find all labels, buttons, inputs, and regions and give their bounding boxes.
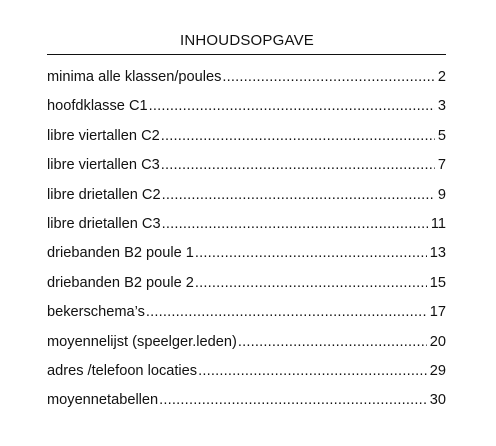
dot-leader [161, 151, 435, 180]
entry-page-number: 13 [429, 245, 446, 262]
entry-label: driebanden B2 poule 1 [47, 245, 194, 262]
entry-label: libre drietallen C3 [47, 215, 161, 232]
entry-page-number: 15 [429, 274, 446, 291]
table-of-contents [47, 63, 446, 416]
dot-leader [238, 328, 427, 357]
entry-page-number: 7 [437, 157, 446, 174]
entry-page-number: 11 [430, 215, 446, 232]
dot-leader [222, 63, 434, 92]
entry-page-number: 2 [437, 69, 446, 85]
dot-leader [198, 357, 427, 386]
toc-entry[interactable] [47, 298, 446, 327]
entry-label: bekerschema’s [47, 304, 145, 321]
toc-entry[interactable] [47, 92, 446, 121]
toc-entry[interactable] [47, 63, 446, 92]
toc-entry[interactable] [47, 357, 446, 386]
entry-label: adres /telefoon locaties [47, 362, 198, 379]
toc-title: INHOUDSOPGAVE [179, 32, 314, 49]
toc-entry[interactable] [47, 269, 446, 298]
toc-entry[interactable] [47, 210, 446, 239]
toc-entry[interactable] [47, 239, 446, 268]
toc-entry[interactable] [47, 122, 446, 151]
entry-label: moyennelijst (speelger.leden) [47, 333, 237, 350]
dot-leader [162, 181, 435, 210]
entry-label: hoofdklasse C1 [47, 98, 148, 115]
dot-leader [162, 210, 428, 239]
entry-label: libre drietallen C2 [47, 186, 161, 203]
dot-leader [146, 298, 427, 327]
toc-entry[interactable] [47, 151, 446, 180]
entry-label: moyennetabellen [47, 392, 159, 409]
entry-label: libre viertallen C3 [47, 157, 160, 174]
entry-page-number: 9 [437, 186, 446, 203]
title-underline [47, 54, 446, 55]
entry-page-number: 5 [437, 127, 446, 144]
toc-entry[interactable] [47, 386, 446, 415]
dot-leader [195, 239, 427, 268]
entry-label: libre viertallen C2 [47, 127, 160, 144]
entry-page-number: 30 [429, 392, 446, 409]
entry-label: driebanden B2 poule 2 [47, 274, 194, 291]
dot-leader [149, 92, 435, 121]
dot-leader [161, 122, 435, 151]
toc-entry[interactable] [47, 181, 446, 210]
entry-page-number: 29 [429, 362, 446, 379]
entry-page-number: 20 [429, 333, 446, 350]
toc-entry[interactable] [47, 328, 446, 357]
entry-page-number: 17 [429, 304, 446, 321]
dot-leader [195, 269, 427, 298]
dot-leader [159, 386, 427, 415]
entry-page-number: 3 [437, 98, 446, 115]
entry-label: minima alle klassen/poules [47, 69, 222, 85]
